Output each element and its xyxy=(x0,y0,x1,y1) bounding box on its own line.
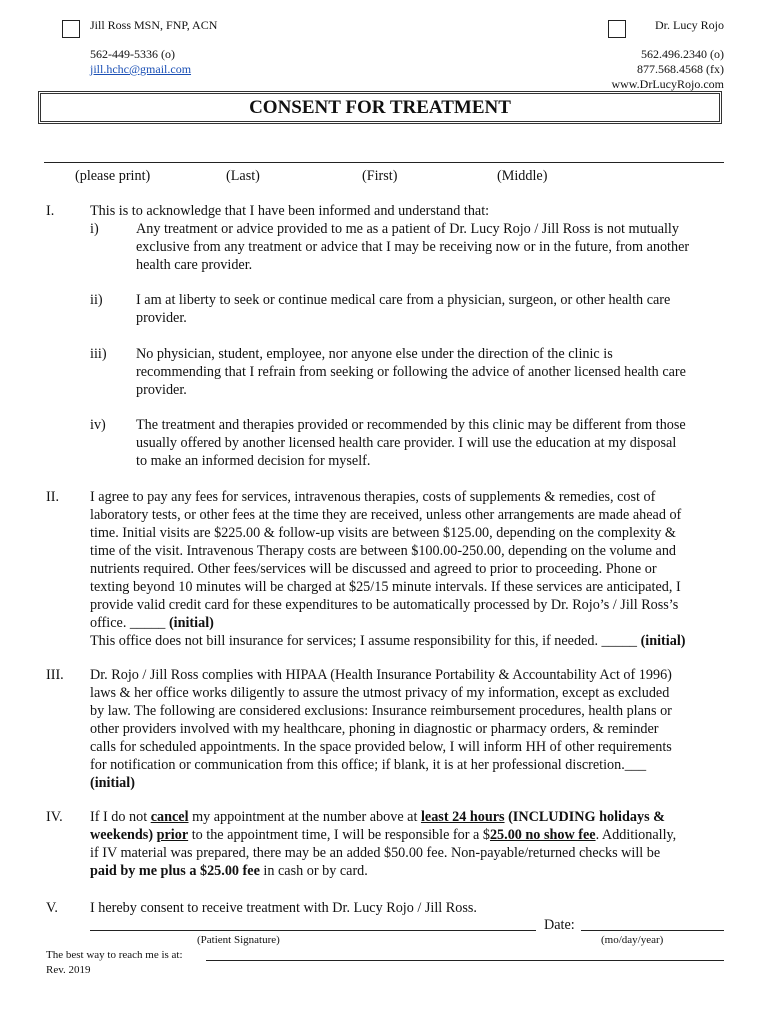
provider-right-fax: 877.568.4568 (fx) xyxy=(637,62,724,76)
patient-name-line[interactable] xyxy=(44,162,724,163)
section-3-numeral: III. xyxy=(46,667,64,683)
item-iii-number: iii) xyxy=(90,346,107,362)
best-way-line[interactable] xyxy=(206,960,724,961)
section-3-text: Dr. Rojo / Jill Ross complies with HIPAA (Health Insurance Portability & Accountability Act of 1996) laws & her office works diligently to assure the utmost privacy of my information, except as excluded by law. The following are considered exclusions: Insurance reimbursement procedures, health plans or other providers involved with my healthcare, phoning in diagnostic or pharmacy orders, & reminder calls for scheduled appointments. In the space provided below, I will inform HH of other requirements for notification or communication from this office; if blank, it is at her professional discretion.___ (initial) xyxy=(90,666,728,792)
provider-left-phone: 562-449-5336 (o) xyxy=(90,47,175,61)
dr-rojo-checkbox[interactable] xyxy=(608,20,626,38)
item-iii-text: No physician, student, employee, nor anyone else under the direction of the clinic is recommending that I refrain from seeking or following the advice of another licensed health care provider. xyxy=(136,346,686,398)
section-4-text: If I do not cancel my appointment at the number above at least 24 hours (INCLUDING holidays & weekends) prior to the appointment time, I will be responsible for a $25.00 no show fee. Additionally, if IV material was prepared, there may be an added $50.00 fee. Non-payable/returned checks will be paid by me plus a $25.00 fee in cash or by card. xyxy=(90,809,677,879)
middle-name-label: (Middle) xyxy=(497,168,548,184)
jill-ross-checkbox[interactable] xyxy=(62,20,80,38)
best-way-label: The best way to reach me is at: xyxy=(46,949,183,961)
item-ii-text: I am at liberty to seek or continue medical care from a physician, surgeon, or other health care provider. xyxy=(136,292,671,326)
item-i-number: i) xyxy=(90,221,99,237)
section-1-numeral: I. xyxy=(46,203,55,219)
section-4-numeral: IV. xyxy=(46,809,63,825)
date-line[interactable] xyxy=(581,930,724,931)
section-2-numeral: II. xyxy=(46,489,59,505)
section-5-numeral: V. xyxy=(46,900,58,916)
section-1-intro: This is to acknowledge that I have been informed and understand that: xyxy=(90,203,490,219)
provider-left-name: Jill Ross MSN, FNP, ACN xyxy=(90,18,218,32)
date-format-label: (mo/day/year) xyxy=(601,934,664,946)
date-label: Date: xyxy=(544,917,575,933)
item-iv-number: iv) xyxy=(90,417,106,433)
provider-left-email[interactable]: jill.hchc@gmail.com xyxy=(90,62,192,76)
first-name-label: (First) xyxy=(362,168,398,184)
please-print-label: (please print) xyxy=(75,168,151,184)
revision-label: Rev. 2019 xyxy=(46,964,91,976)
last-name-label: (Last) xyxy=(226,168,260,184)
item-ii-number: ii) xyxy=(90,292,103,308)
insurance-initial-line[interactable]: This office does not bill insurance for services; I assume responsibility for this, if needed. _____ (initial) xyxy=(90,633,686,649)
hipaa-initial[interactable]: (initial) xyxy=(90,775,135,791)
item-iv-text: The treatment and therapies provided or recommended by this clinic may be different from those usually offered by another licensed health care provider. I will use the education at my disposal to make an informed decision for myself. xyxy=(136,417,686,469)
provider-right-name: Dr. Lucy Rojo xyxy=(655,18,724,32)
patient-signature-line[interactable] xyxy=(90,930,536,931)
section-2-text: I agree to pay any fees for services, intravenous therapies, costs of supplements & remedies, cost of laboratory tests, or other fees at the time they are received, unless other arrangements are made ahead of time. Initial visits are $225.00 & follow-up visits are between $125.00, depending on the complexity & time of the visit. Intravenous Therapy costs are between $100.00-250.00, depending on the volume and nutrients required. Other fees/services will be discussed and agreed to prior to proceeding. Phone or texting beyond 10 minutes will be charged at $25/15 minute intervals. If these services are anticipated, I provide valid credit card for these expenditures to be automatically processed by Dr. Rojo’s / Jill Ross’s office. _____ (initial) This office does not bill insurance for services; I assume responsibility for this, if needed. _____ (initial) xyxy=(90,488,728,650)
section-5-text: I hereby consent to receive treatment with Dr. Lucy Rojo / Jill Ross. xyxy=(90,900,477,916)
form-title: CONSENT FOR TREATMENT xyxy=(38,91,722,124)
provider-right-phone: 562.496.2340 (o) xyxy=(641,47,724,61)
item-i-text: Any treatment or advice provided to me as a patient of Dr. Lucy Rojo / Jill Ross is not mutually exclusive from any treatment or advice that I may be receiving now or in the future, from another health care provider. xyxy=(136,221,690,273)
patient-signature-label: (Patient Signature) xyxy=(197,934,280,946)
fees-initial-line[interactable]: office. _____ (initial) xyxy=(90,615,214,631)
provider-right-website: www.DrLucyRojo.com xyxy=(611,77,724,91)
